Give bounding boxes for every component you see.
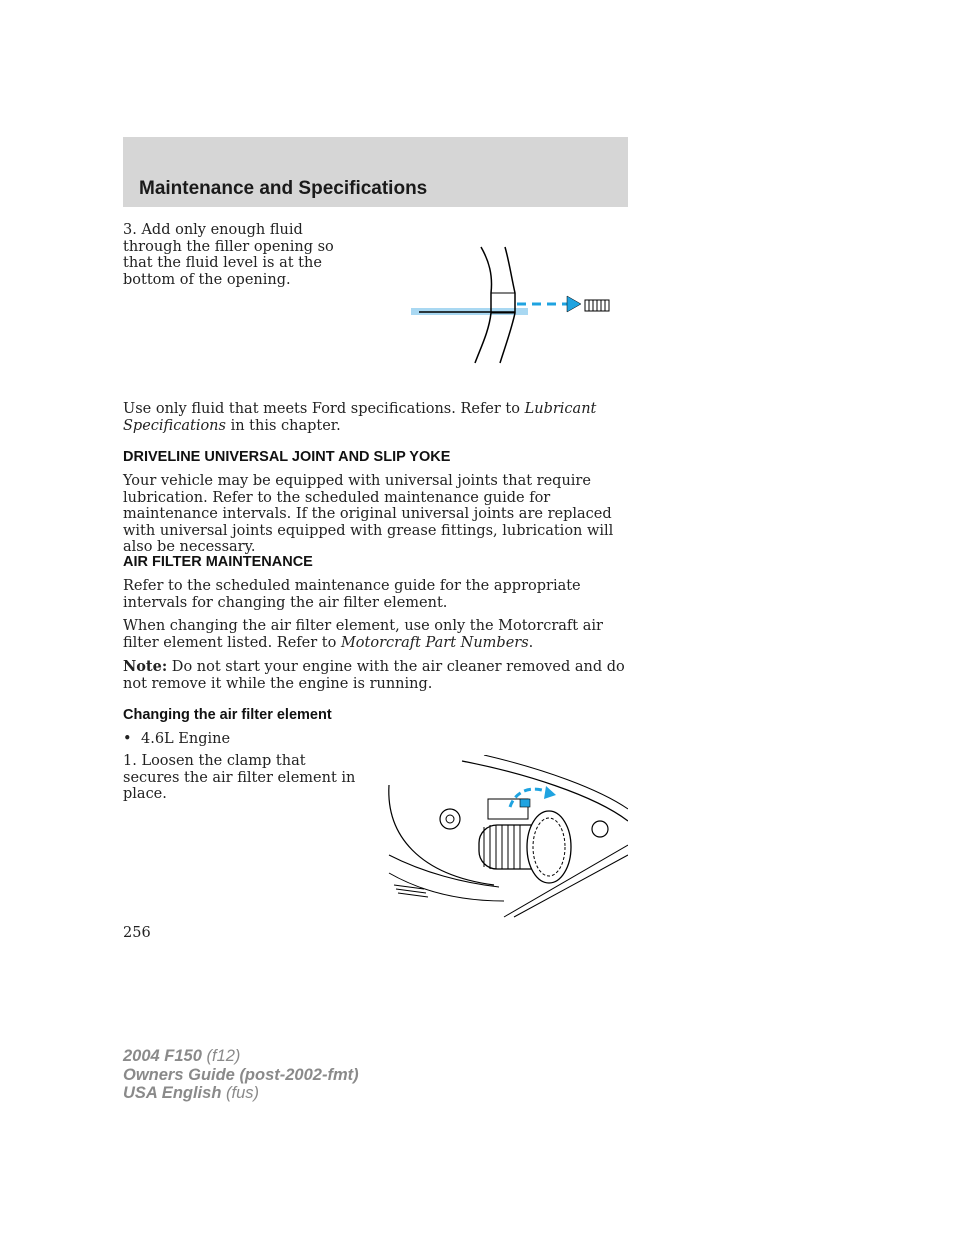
step-1-text: 1. Loosen the clamp that secures the air filter element in place.	[123, 753, 356, 802]
changing-air-filter-heading: Changing the air filter element	[123, 707, 332, 723]
fluid-spec-paragraph: Use only fluid that meets Ford specifications. Refer to Lubricant Specifications in this chapter.	[123, 401, 597, 434]
motorcraft-part-numbers-reference: Motorcraft Part Numbers	[340, 634, 529, 651]
driveline-paragraph: Your vehicle may be equipped with universal joints that require lubrication. Refer to the scheduled maintenance guide for maintenance intervals. If the original universal joints are replaced with universal joints equipped with grease fittings, lubrication will also be necessary.	[123, 473, 614, 555]
fluid-fill-illustration	[405, 243, 615, 368]
page-number: 256	[123, 925, 151, 941]
lubricant-specifications-reference: Lubricant Specifications	[123, 401, 597, 434]
engine-bullet: • 4.6L Engine	[123, 731, 231, 747]
section-header	[123, 137, 628, 207]
air-filter-heading: AIR FILTER MAINTENANCE	[123, 554, 313, 570]
air-filter-clamp-illustration	[384, 755, 628, 919]
document-footer: 2004 F150 (f12) Owners Guide (post-2002-fmt) USA English (fus)	[123, 1047, 359, 1102]
note-paragraph: Note: Do not start your engine with the air cleaner removed and do not remove it while the engine is running.	[123, 658, 625, 692]
motorcraft-paragraph: When changing the air filter element, use only the Motorcraft air filter element listed. Refer to Motorcraft Part Numbers.	[123, 618, 603, 651]
note-label: Note:	[123, 658, 168, 675]
section-title: Maintenance and Specifications	[139, 178, 428, 199]
driveline-heading: DRIVELINE UNIVERSAL JOINT AND SLIP YOKE	[123, 449, 451, 465]
step-3-text: 3. Add only enough fluid through the filler opening so that the fluid level is at the bottom of the opening.	[123, 222, 334, 288]
air-filter-intervals-paragraph: Refer to the scheduled maintenance guide for the appropriate intervals for changing the air filter element.	[123, 578, 581, 611]
